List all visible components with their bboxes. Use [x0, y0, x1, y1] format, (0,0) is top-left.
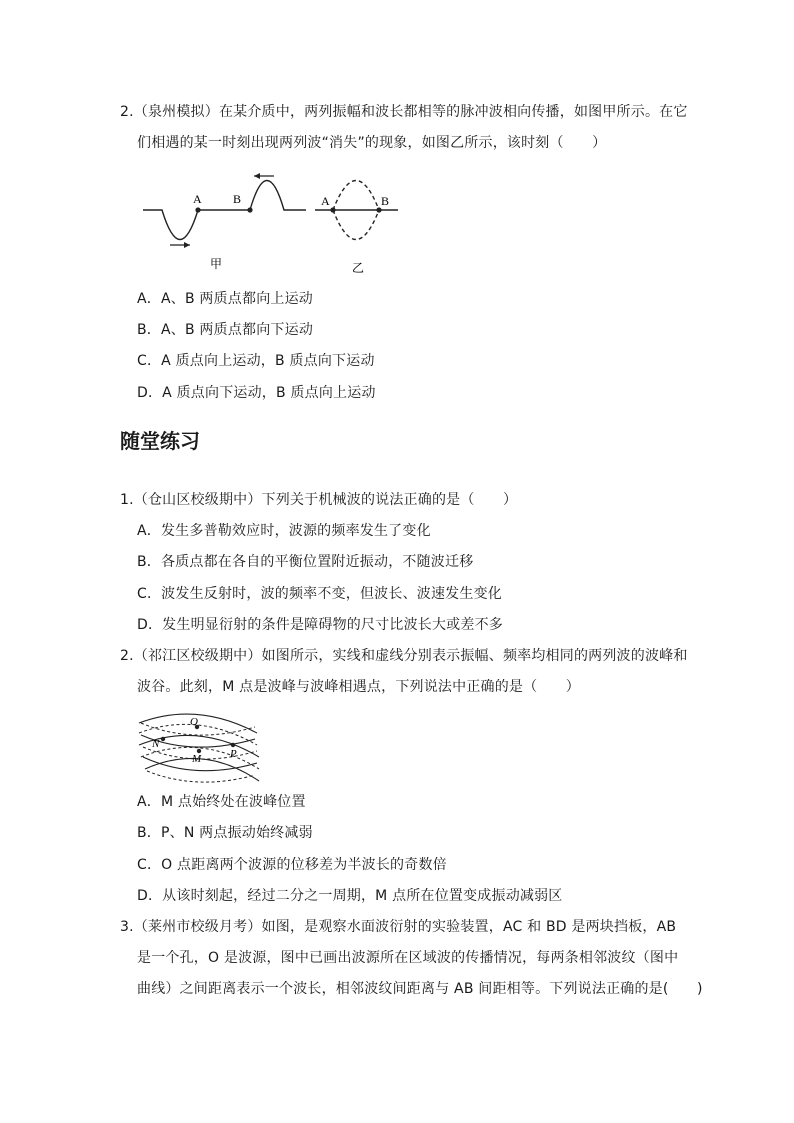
q2-option-a: A．M 点始终处在波峰位置 [137, 794, 306, 810]
q2-prev-option-b: B．A、B 两质点都向下运动 [137, 322, 314, 338]
figure-pulse-waves [140, 165, 410, 275]
question-3-line-1: 3.（莱州市校级月考）如图，是观察水面波衍射的实验装置，AC 和 BD 是两块挡板，AB [120, 919, 677, 935]
question-1-line-1: 1.（仓山区校级期中）下列关于机械波的说法正确的是（ ） [120, 492, 518, 508]
q2-prev-option-c: C．A 质点向上运动，B 质点向下运动 [137, 353, 375, 369]
q1-option-d: D．发生明显衍射的条件是障碍物的尺寸比波长大或差不多 [137, 617, 503, 633]
q2-option-b: B．P、N 两点振动始终减弱 [137, 825, 313, 841]
question-2-prev-line-1: 2.（泉州模拟）在某介质中，两列振幅和波长都相等的脉冲波相向传播，如图甲所示。在它 [120, 104, 688, 120]
question-2-line-1: 2.（祁江区校级期中）如图所示，实线和虚线分别表示振幅、频率均相同的两列波的波峰和 [120, 648, 688, 664]
q2-prev-option-d: D．A 质点向下运动，B 质点向上运动 [137, 385, 376, 401]
section-title: 随堂练习 [120, 429, 200, 453]
figure-label-yi: 乙 [352, 261, 365, 275]
figure-label-jia: 甲 [210, 257, 223, 271]
question-2-prev-line-2: 们相遇的某一时刻出现两列波“消失”的现象，如图乙所示，该时刻（ ） [137, 135, 607, 151]
figure-jia [143, 173, 306, 271]
point-n-label: N [152, 738, 160, 750]
question-3-line-2: 是一个孔，O 是波源，图中已画出波源所在区域波的传播情况，每两条相邻波纹（图中 [137, 950, 679, 966]
point-b-label: B [233, 192, 242, 206]
point-b-label-yi: B [381, 194, 390, 208]
point-p-label: P [230, 748, 237, 760]
question-2-line-2: 波谷。此刻，M 点是波峰与波峰相遇点，下列说法中正确的是（ ） [137, 679, 580, 695]
q2-option-c: C．O 点距离两个波源的位移差为半波长的奇数倍 [137, 857, 447, 873]
point-a-label-yi: A [321, 194, 330, 208]
q1-option-a: A．发生多普勒效应时，波源的频率发生了变化 [137, 523, 431, 539]
point-o-label: O [190, 716, 198, 728]
figure-interference [137, 705, 262, 785]
figure-yi [315, 181, 398, 276]
point-a-label: A [193, 192, 202, 206]
point-b-dot [247, 207, 252, 212]
q1-option-c: C．波发生反射时，波的频率不变，但波长、波速发生变化 [137, 586, 502, 602]
q2-option-d: D．从该时刻起，经过二分之一周期，M 点所在位置变成振动减弱区 [137, 888, 563, 904]
point-a-dot [195, 207, 200, 212]
q2-prev-option-a: A．A、B 两质点都向上运动 [137, 291, 314, 307]
question-3-line-3: 曲线）之间距离表示一个波长，相邻波纹间距离与 AB 间距相等。下列说法正确的是( ) [137, 981, 703, 997]
point-m-label: M [192, 753, 202, 765]
q1-option-b: B．各质点都在各自的平衡位置附近振动，不随波迁移 [137, 554, 474, 570]
